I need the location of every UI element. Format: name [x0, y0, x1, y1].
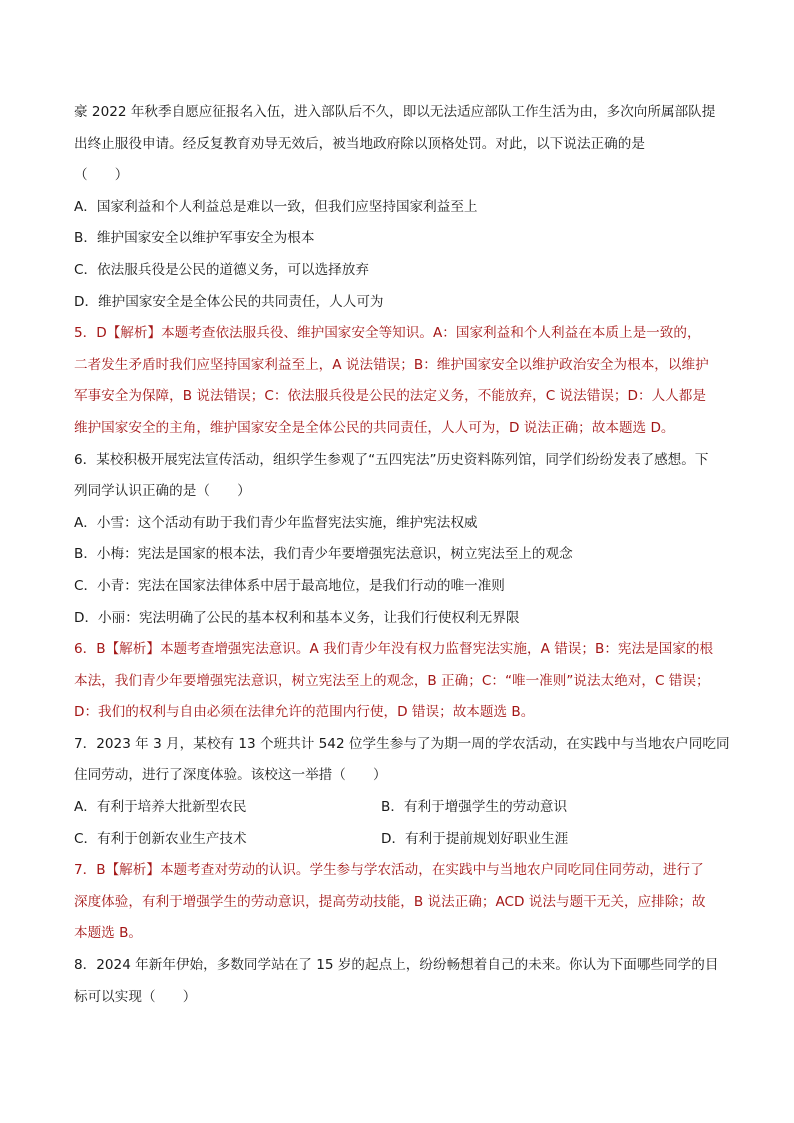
question-8	[74, 950, 724, 1013]
q7-option-a: A．有利于培养大批新型农民	[74, 799, 247, 816]
q7-analysis-line: 本题选 B。	[74, 925, 143, 942]
q5-stem-line: 出终止服役申请。经反复教育劝导无效后，被当地政府除以顶格处罚。对此，以下说法正确的是	[74, 135, 645, 152]
q5-answer-blank: （ ）	[74, 167, 129, 184]
q6-analysis-line: D：我们的权利与自由必须在法律允许的范围内行使，D 错误；故本题选 B。	[74, 704, 535, 721]
q6-analysis-line: 6．B【解析】本题考查增强宪法意识。A 我们青少年没有权力监督宪法实施，A 错误；B：宪法是国家的根	[74, 641, 714, 658]
q6-option-a: A．小雪：这个活动有助于我们青少年监督宪法实施，维护宪法权威	[74, 514, 478, 531]
question-6	[74, 445, 724, 635]
q5-analysis-line: 维护国家安全的主角，维护国家安全是全体公民的共同责任，人人可为，D 说法正确；故本题选 D。	[74, 419, 675, 436]
q7-option-d: D．有利于提前规划好职业生涯	[381, 830, 569, 847]
q7-analysis-line: 深度体验，有利于增强学生的劳动意识，提高劳动技能，B 说法正确；ACD 说法与题干无关，应排除；故	[74, 893, 706, 910]
q5-analysis-line: 二者发生矛盾时我们应坚持国家利益至上，A 说法错误；B：维护国家安全以维护政治安全为根本，以维护	[74, 356, 709, 373]
q6-stem-line: 列同学认识正确的是（ ）	[74, 483, 251, 500]
q6-analysis-line: 本法，我们青少年要增强宪法意识，树立宪法至上的观念，B 正确；C：“唯一准则”说法太绝对，C 错误；	[74, 672, 710, 689]
q7-options-row	[74, 824, 724, 856]
q5-analysis-line: 军事安全为保障，B 说法错误；C：依法服兵役是公民的法定义务，不能放弃，C 说法错误；D：人人都是	[74, 388, 706, 405]
q5-stem-line: 豪 2022 年秋季自愿应征报名入伍，进入部队后不久，即以无法适应部队工作生活为由，多次向所属部队提	[74, 104, 716, 120]
q7-option-b: B．有利于增强学生的劳动意识	[381, 799, 568, 816]
q5-option-a: A．国家利益和个人利益总是难以一致，但我们应坚持国家利益至上	[74, 198, 478, 215]
question-7	[74, 729, 730, 855]
q6-option-d: D．小丽：宪法明确了公民的基本权利和基本义务，让我们行使权利无界限	[74, 609, 520, 626]
q6-option-b: B．小梅：宪法是国家的根本法，我们青少年要增强宪法意识，树立宪法至上的观念	[74, 546, 573, 563]
q6-analysis	[74, 634, 724, 729]
question-5	[74, 97, 724, 318]
q8-stem-line: 标可以实现（ ）	[74, 988, 197, 1005]
q5-analysis	[74, 318, 724, 444]
q7-analysis	[74, 855, 724, 950]
q7-stem-line: 住同劳动，进行了深度体验。该校这一举措（ ）	[74, 767, 387, 784]
q5-option-c: C．依法服兵役是公民的道德义务，可以选择放弃	[74, 261, 369, 278]
q7-stem-line: 7．2023 年 3 月，某校有 13 个班共计 542 位学生参与了为期一周的学农活动，在实践中与当地农户同吃同	[74, 735, 730, 752]
q6-stem-line: 6．某校积极开展宪法宣传活动，组织学生参观了“五四宪法”历史资料陈列馆，同学们纷纷发表了感想。下	[74, 451, 709, 468]
q5-analysis-line: 5．D【解析】本题考查依法服兵役、维护国家安全等知识。A：国家利益和个人利益在本质上是一致的，	[74, 325, 701, 342]
document-body	[74, 97, 730, 1013]
q7-option-c: C．有利于创新农业生产技术	[74, 830, 247, 847]
q7-options-row	[74, 792, 724, 824]
q8-stem-line: 8．2024 年新年伊始，多数同学站在了 15 岁的起点上，纷纷畅想着自己的未来。你认为下面哪些同学的目	[74, 957, 719, 974]
q5-option-d: D．维护国家安全是全体公民的共同责任，人人可为	[74, 293, 384, 310]
q6-option-c: C．小青：宪法在国家法律体系中居于最高地位，是我们行动的唯一准则	[74, 577, 505, 594]
q7-analysis-line: 7．B【解析】本题考查对劳动的认识。学生参与学农活动，在实践中与当地农户同吃同住同劳动，进行了	[74, 862, 704, 879]
q5-option-b: B．维护国家安全以维护军事安全为根本	[74, 230, 315, 247]
